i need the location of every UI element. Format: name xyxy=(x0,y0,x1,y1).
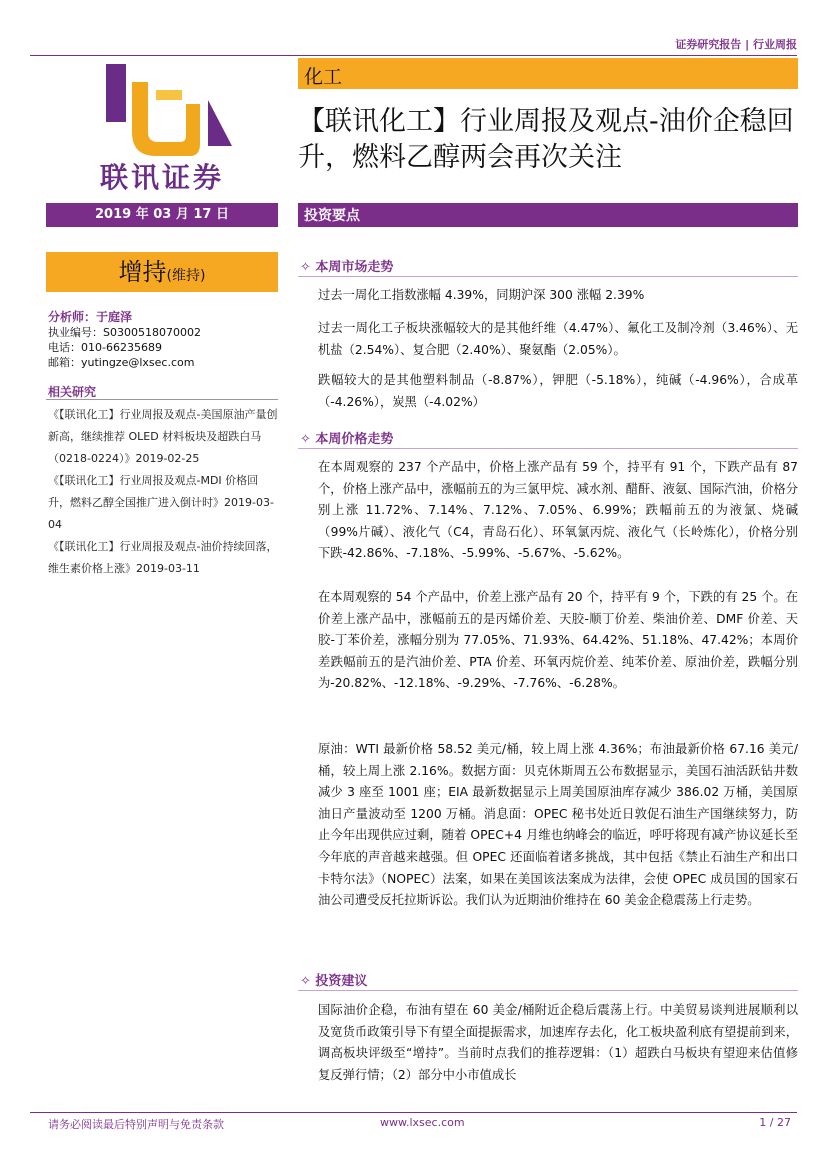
sector-bar xyxy=(298,58,798,89)
rating-note: (维持) xyxy=(166,268,206,284)
section-heading-price: ✧ 本周价格走势 xyxy=(300,432,394,447)
related-list xyxy=(48,404,280,580)
section-bar xyxy=(298,203,798,227)
analyst-license: 执业编号：S0300518070002 xyxy=(48,326,201,339)
sector-label: 化工 xyxy=(304,66,343,88)
paragraph: 跌幅较大的是其他塑料制品（-8.87%），钾肥（-5.18%），纯碱（-4.96%），合成革（-4.26%），炭黑（-4.02%） xyxy=(318,373,798,409)
rating-main: 增持 xyxy=(118,258,167,286)
paragraph: 过去一周化工指数涨幅 4.39%，同期沪深 300 涨幅 2.39% xyxy=(318,288,645,302)
page-number: 1 / 27 xyxy=(759,1116,791,1129)
section-title: 投资要点 xyxy=(304,208,360,224)
footer-website[interactable]: www.lxsec.com xyxy=(380,1116,465,1129)
section-heading-market: ✧ 本周市场走势 xyxy=(300,260,394,275)
section-divider xyxy=(298,990,798,991)
footer-divider xyxy=(30,1112,797,1113)
paragraph: 过去一周化工子板块涨幅较大的是其他纤维（4.47%）、氟化工及制冷剂（3.46%）、无机盐（2.54%）、复合肥（2.40%）、聚氨酯（2.05%）。 xyxy=(318,321,798,357)
analyst-email: 邮箱：yutingze@lxsec.com xyxy=(48,356,195,369)
related-title: 相关研究 xyxy=(48,385,97,399)
paragraph: 国际油价企稳，布油有望在 60 美金/桶附近企稳后震荡上行。中美贸易谈判进展顺利以及宽货币政策引导下有望全面提振需求，加速库存去化，化工板块盈利底有望提前到来，调高板块评级至“增持”。当前时点我们的推荐逻辑：（1）超跌白马板块有望迎来估值修复反弹行情；（2）部分中小市值成长 xyxy=(318,1003,798,1082)
related-item[interactable]: 《【联讯化工】行业周报及观点-MDI 价格回升，燃料乙醇全国推广进入倒计时》2019-03-04 xyxy=(48,474,274,531)
analyst-name: 分析师：于庭泽 xyxy=(48,310,133,324)
paragraph: 在本周观察的 237 个产品中，价格上涨产品有 59 个，持平有 91 个，下跌产品有 87 个，价格上涨产品中，涨幅前五的为三氯甲烷、减水剂、醋酐、液氨、国际汽油，价格分别上涨 11.72%、7.14%、7.12%、7.05%、6.99%；跌幅前五的为液氯、烧碱（99%片碱）、液化气（C4，青岛石化）、环氧氯丙烷、液化气（长岭炼化），价格分别下跌-42.86%、-7.18%、-5.99%、-5.67%、-5.62%。 xyxy=(318,460,798,561)
paragraph: 原油：WTI 最新价格 58.52 美元/桶，较上周上涨 4.36%；布油最新价格 67.16 美元/桶，较上周上涨 2.16%。数据方面：贝克休斯周五公布数据显示，美国石油活跃钻井数减少 3 座至 1001 座；EIA 最新数据显示上周美国原油库存减少 386.02 万桶，美国原油日产量波动至 1200 万桶。消息面：OPEC 秘书处近日敦促石油生产国继续努力，防止今年出现供应过剩，随着 OPEC+4 月维也纳峰会的临近，呼吁将现有减产协议延长至今年底的声音越来越强。但 OPEC 还面临着诸多挑战，其中包括《禁止石油生产和出口卡特尔法》（NOPEC）法案，如果在美国该法案成为法律，会使 OPEC 成员国的国家石油公司遭受反托拉斯诉讼。我们认为近期油价维持在 60 美金企稳震荡上行走势。 xyxy=(318,742,798,908)
paragraph: 在本周观察的 54 个产品中，价差上涨产品有 20 个，持平有 9 个，下跌的有 25 个。在价差上涨产品中，涨幅前五的是丙烯价差、天胶-顺丁价差、柴油价差、DMF 价差、天胶-丁苯价差，涨幅分别为 77.05%、71.93%、64.42%、51.18%、47.42%；本周价差跌幅前五的是汽油价差、PTA 价差、环氧丙烷价差、纯苯价差、原油价差，跌幅分别为-20.82%、-12.18%、-9.29%、-7.76%、-6.28%。 xyxy=(318,590,798,691)
rating-box xyxy=(46,252,278,292)
header-divider xyxy=(30,55,797,56)
report-date: 2019 年 03 月 17 日 xyxy=(46,203,278,227)
analyst-phone: 电话：010-66235689 xyxy=(48,341,162,354)
logo-text: 联讯证券 xyxy=(100,161,225,194)
related-divider xyxy=(46,399,278,400)
report-type: 证券研究报告 | 行业周报 xyxy=(675,38,797,51)
footer-disclaimer[interactable]: 请务必阅读最后特别声明与免责条款 xyxy=(48,1118,224,1131)
section-divider xyxy=(298,276,798,277)
report-title: 【联讯化工】行业周报及观点-油价企稳回升，燃料乙醇两会再次关注 xyxy=(298,106,794,173)
section-heading-advice: ✧ 投资建议 xyxy=(300,974,368,989)
related-item[interactable]: 《【联讯化工】行业周报及观点-油价持续回落，维生素价格上涨》2019-03-11 xyxy=(48,540,278,575)
related-item[interactable]: 《【联讯化工】行业周报及观点-美国原油产量创新高，继续推荐 OLED 材料板块及超跌白马（0218-0224）》2019-02-25 xyxy=(48,408,278,465)
section-divider xyxy=(298,448,798,449)
